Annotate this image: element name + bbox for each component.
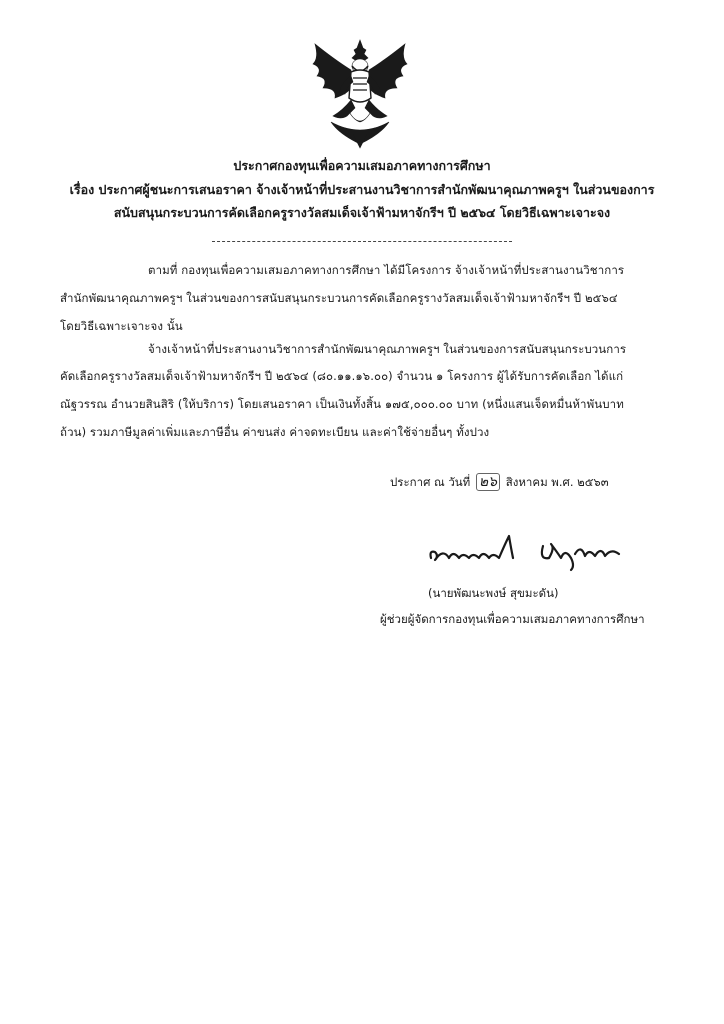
signatory-name: (นายพัฒนะพงษ์ สุขมะดัน) xyxy=(428,586,559,600)
handwritten-signature xyxy=(425,530,630,574)
paragraph-1-line-2: สำนักพัฒนาคุณภาพครูฯ ในส่วนของการสนับสนุนกระบวนการคัดเลือกครูรางวัลสมเด็จเจ้าฟ้ามหาจักรีฯ ปี ๒๕๖๔ xyxy=(60,291,618,305)
subject-line-1: เรื่อง ประกาศผู้ชนะการเสนอราคา จ้างเจ้าหน้าที่ประสานงานวิชาการสำนักพัฒนาคุณภาพครูฯ ในส่วนของการ xyxy=(69,182,655,197)
garuda-emblem-icon xyxy=(307,38,413,150)
date-prefix: ประกาศ ณ วันที่ xyxy=(390,475,471,489)
title-divider xyxy=(212,241,512,242)
announcement-title: ประกาศกองทุนเพื่อความเสมอภาคทางการศึกษา xyxy=(233,158,491,173)
paragraph-1-line-1: ตามที่ กองทุนเพื่อความเสมอภาคทางการศึกษา ได้มีโครงการ จ้างเจ้าหน้าที่ประสานงานวิชาการ xyxy=(148,263,625,277)
subject-line-2: สนับสนุนกระบวนการคัดเลือกครูรางวัลสมเด็จเจ้าฟ้ามหาจักรีฯ ปี ๒๕๖๔ โดยวิธีเฉพาะเจาะจง xyxy=(113,205,611,220)
paragraph-2-line-1: จ้างเจ้าหน้าที่ประสานงานวิชาการสำนักพัฒนาคุณภาพครูฯ ในส่วนของการสนับสนุนกระบวนการ xyxy=(148,342,627,356)
paragraph-2-line-4: ถ้วน) รวมภาษีมูลค่าเพิ่มและภาษีอื่น ค่าขนส่ง ค่าจดทะเบียน และค่าใช้จ่ายอื่นๆ ทั้งปวง xyxy=(60,425,490,439)
paragraph-2-line-2: คัดเลือกครูรางวัลสมเด็จเจ้าฟ้ามหาจักรีฯ ปี ๒๕๖๔ (๘๐.๑๑.๑๖.๐๐) จำนวน ๑ โครงการ ผู้ได้รับการคัดเลือก ได้แก่ xyxy=(60,369,624,383)
paragraph-2-line-3: ณัฐวรรณ อำนวยสินสิริ (ให้บริการ) โดยเสนอราคา เป็นเงินทั้งสิ้น ๑๗๕,๐๐๐.๐๐ บาท (หนึ่งแสนเจ็ดหมื่นห้าพันบาท xyxy=(60,397,624,411)
signatory-position: ผู้ช่วยผู้จัดการกองทุนเพื่อความเสมอภาคทางการศึกษา xyxy=(380,612,645,626)
announcement-date xyxy=(390,471,609,493)
paragraph-1-line-3: โดยวิธีเฉพาะเจาะจง นั้น xyxy=(60,319,183,333)
date-day-handwritten: ๒๖ xyxy=(476,473,500,491)
date-month-year: สิงหาคม พ.ศ. ๒๕๖๓ xyxy=(505,475,609,489)
